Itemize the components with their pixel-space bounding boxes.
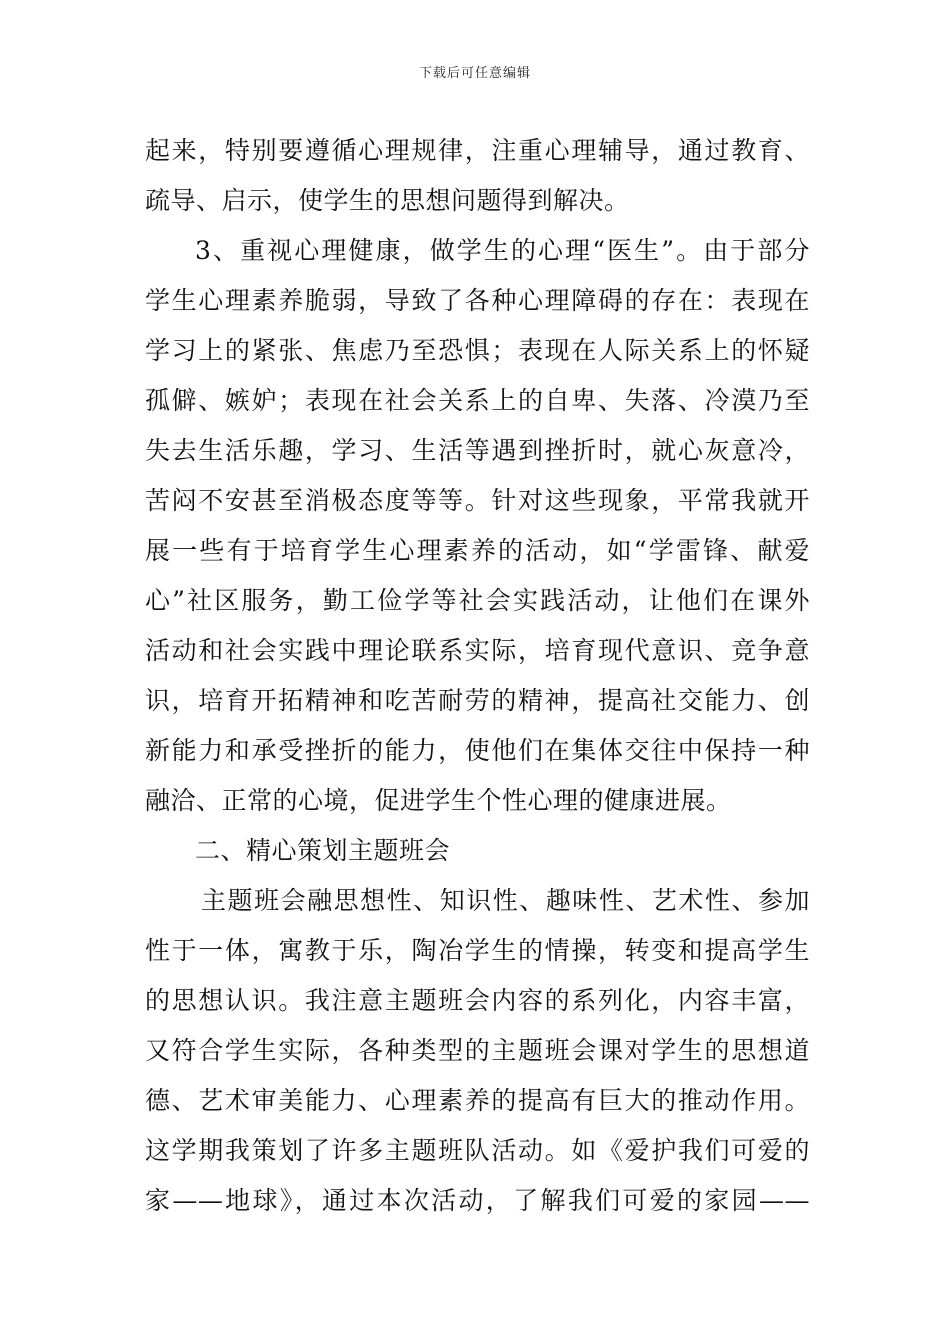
paragraph-line: 新能力和承受挫折的能力，使他们在集体交往中保持一种 [145, 736, 810, 765]
paragraph-line: 孤僻、嫉妒；表现在社会关系上的自卑、失落、冷漠乃至 [145, 386, 810, 415]
paragraph-line: 这学期我策划了许多主题班队活动。如《爱护我们可爱的 [145, 1136, 810, 1165]
paragraph-line: 的思想认识。我注意主题班会内容的系列化，内容丰富， [145, 986, 810, 1015]
paragraph-line: 性于一体，寓教于乐，陶冶学生的情操，转变和提高学生 [145, 936, 810, 965]
paragraph-line: 活动和社会实践中理论联系实际，培育现代意识、竞争意 [145, 636, 810, 665]
paragraph-line: 学生心理素养脆弱，导致了各种心理障碍的存在：表现在 [145, 286, 810, 315]
page-header: 下载后可任意编辑 [418, 66, 531, 81]
document-body [145, 126, 810, 1226]
paragraph-line: 家——地球》，通过本次活动，了解我们可爱的家园—— [145, 1186, 810, 1215]
section-heading: 二、精心策划主题班会 [195, 836, 451, 865]
paragraph-line: 疏导、启示，使学生的思想问题得到解决。 [145, 186, 630, 215]
paragraph-line: 3、重视心理健康，做学生的心理“医生”。由于部分 [195, 236, 810, 265]
paragraph-line: 德、艺术审美能力、心理素养的提高有巨大的推动作用。 [145, 1086, 810, 1115]
paragraph-line: 苦闷不安甚至消极态度等等。针对这些现象，平常我就开 [145, 486, 810, 515]
paragraph-line: 学习上的紧张、焦虑乃至恐惧；表现在人际关系上的怀疑 [145, 336, 810, 365]
paragraph-line: 失去生活乐趣，学习、生活等遇到挫折时，就心灰意冷， [145, 436, 810, 465]
paragraph-line: 起来，特别要遵循心理规律，注重心理辅导，通过教育、 [145, 136, 810, 165]
paragraph-line: 融洽、正常的心境，促进学生个性心理的健康进展。 [145, 786, 732, 815]
paragraph-line: 识，培育开拓精神和吃苦耐劳的精神，提高社交能力、创 [145, 686, 810, 715]
paragraph-line: 又符合学生实际，各种类型的主题班会课对学生的思想道 [145, 1036, 810, 1065]
paragraph-line: 展一些有于培育学生心理素养的活动，如“学雷锋、献爱 [145, 536, 810, 565]
paragraph-line: 心”社区服务，勤工俭学等社会实践活动，让他们在课外 [145, 586, 810, 615]
paragraph-line: 主题班会融思想性、知识性、趣味性、艺术性、参加 [201, 886, 810, 915]
